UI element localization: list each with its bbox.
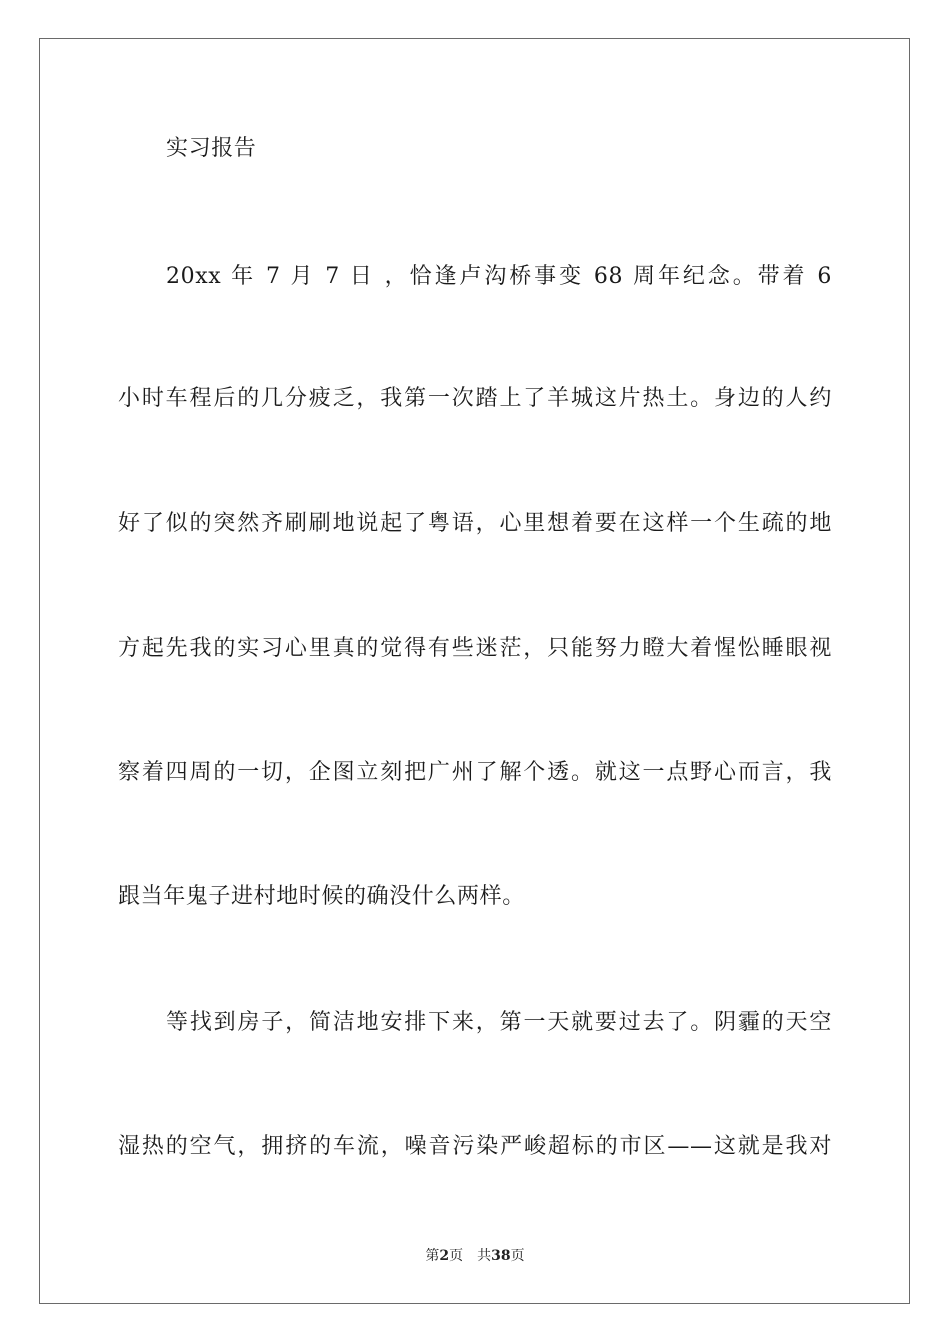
paragraph-line: 察着四周的一切，企图立刻把广州了解个透。就这一点野心而言，我: [118, 760, 832, 785]
page-border: [39, 38, 910, 1304]
page-number: 2: [439, 1248, 450, 1264]
page-suffix: 页: [449, 1248, 464, 1264]
total-suffix: 页: [510, 1248, 525, 1264]
paragraph-line: 20xx 年 7 月 7 日 ，恰逢卢沟桥事变 68 周年纪念。带着 6: [166, 264, 832, 289]
total-prefix: 共: [477, 1248, 492, 1264]
paragraph-line: 跟当年鬼子进村地时候的确没什么两样。: [118, 884, 525, 909]
paragraph-line: 等找到房子，简洁地安排下来，第一天就要过去了。阴霾的天空: [166, 1010, 832, 1035]
page-footer: [0, 1247, 950, 1265]
page-prefix: 第: [425, 1248, 440, 1264]
paragraph-line: 好了似的突然齐刷刷地说起了粤语，心里想着要在这样一个生疏的地: [118, 511, 832, 536]
paragraph-line: 方起先我的实习心里真的觉得有些迷茫，只能努力瞪大着惺忪睡眼视: [118, 636, 832, 661]
document-title: 实习报告: [166, 136, 257, 161]
paragraph-line: 湿热的空气，拥挤的车流，噪音污染严峻超标的市区——这就是我对: [118, 1134, 832, 1159]
total-pages: 38: [491, 1248, 511, 1264]
paragraph-line: 小时车程后的几分疲乏，我第一次踏上了羊城这片热土。身边的人约: [118, 386, 832, 411]
